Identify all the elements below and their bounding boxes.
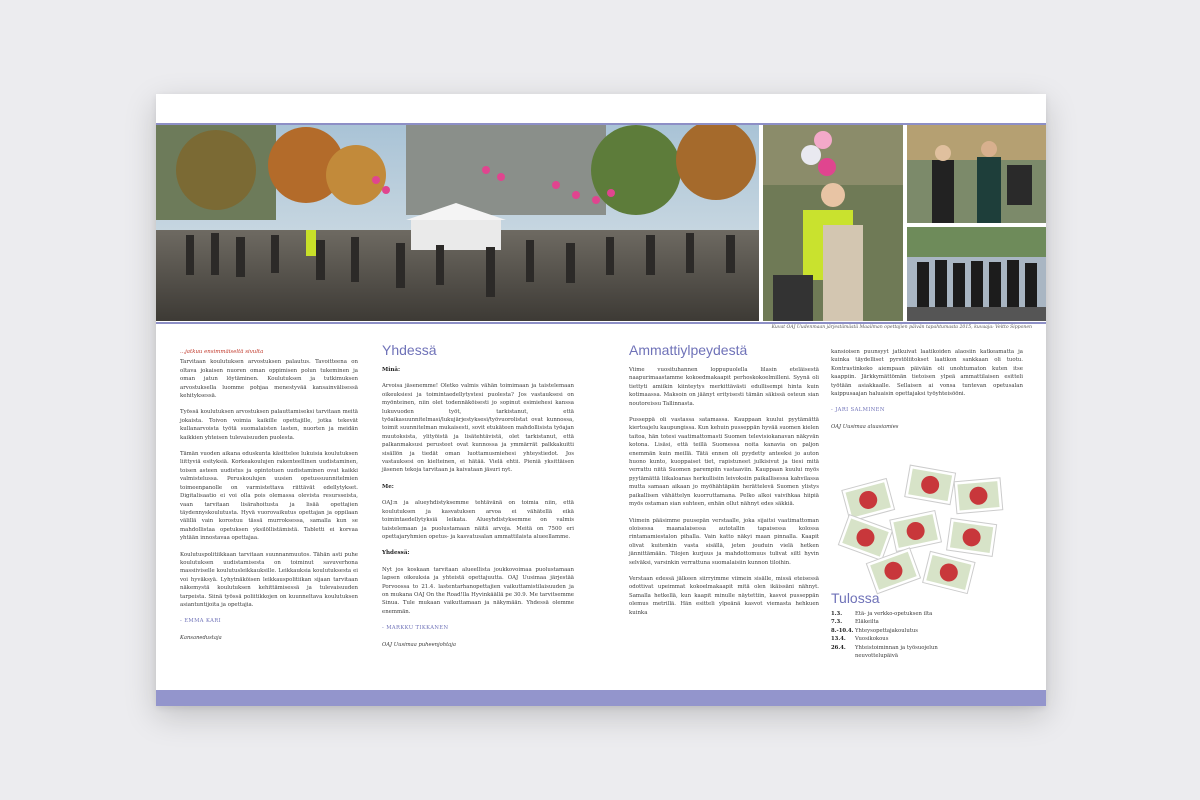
- column-right: [831, 348, 1023, 439]
- magazine-spread: [156, 94, 1046, 706]
- event-name: Vuosikokous: [855, 636, 889, 643]
- event-date: 7.3.: [831, 619, 843, 626]
- event-row: [831, 618, 971, 626]
- event-row: [831, 644, 971, 661]
- musicians-photo: [907, 125, 1046, 223]
- event-name: Yhteistoiminnan ja työsuojelun neuvottelupäivä: [855, 644, 938, 660]
- paragraph: Tarvitaan koulutuksen arvostuksen palautus. Tavoitteena on oltava jokaisen nuoren oman oppimisen polun tukeminen ja oman jatun löytäminen. Koulutuksen ja tutkimuksen arvostuksella luomme pohjaa menestyvää kansainvälisessä kehityksessä.: [180, 359, 358, 400]
- author-signature: - JARI SALMINEN: [831, 407, 885, 414]
- column-editorial: [180, 348, 358, 650]
- event-name: Yhteysopettajakoulutus: [855, 627, 918, 634]
- bottom-purple-rule: [156, 322, 1046, 324]
- event-row: [831, 635, 971, 643]
- column-yhdessa: [382, 342, 574, 657]
- paragraph: Viimein pääsimme puusepän verstaalle, joka sijaitsi vaatimattoman oloisessa maanalaisessa autotallin tapaisessa kolossa rintamamiestalon pihalla. Vain katto näkyi maan pinnalla. Kaapit olivat kuitenkin vasta sisällä, jeten jouduin vielä hetken jännittämään. Tilojen kurjuus ja mahdottomuus tulivat siltl hyvin selväksi, varsinkin verrattuna suomalaisiin kunnon tiloihin.: [629, 517, 819, 566]
- author-role: Kansanedustaja: [180, 634, 222, 641]
- paragraph: Työssä koulutuksen arvostuksen palauttamiseksi tarvitaan meitä jokaista. Toivon voimia kaikille opettajille, jotka tekevät kullanarvoista työtä suomalaisten lasten, nuorten ja meidän kaikkien yhteisen tulevaisuuden puolesta.: [180, 409, 358, 441]
- events-table: [831, 610, 971, 660]
- paragraph: Pusseppä oli vastassa satamassa. Kauppaan kuului pyytämättä kiertoajelu kaupungissa. Kun kehuin pusseppän hyvää suomen kielen taitoa, hän totesi vaatimattomasti Suomen televisiokanavan näkyvän kotona. Lisäsi, että teillä Suomessa noita kanavia on paljon enemmän kuin meillä. Tätä ennen oli pyydetty anteeksi jo auton huono kunto, kuoppaiset tiet, rapistuneet julkisivut ja tiesi mitä verrattu niitä Suomen parempiin vastaaviin. Kauppaan kuului myös pyytämättä liikaloanas herkullisiin leivoksiin paikallisessa kahvilassa mutta samaan aikaan jo myöhähtäpäin herättelevä Suomen ylistys paikallisen vähättelyn kuorruttamana. Pelko alkoi vaivihkaa hiipiä myös ostaman sian suhteen, enhän ollut nähnyt edes säkkiä.: [629, 417, 819, 508]
- photo-strip: [156, 125, 1046, 321]
- tulossa-section: [831, 590, 1031, 660]
- footer-bar: [156, 690, 1046, 706]
- tulossa-title: Tulossa: [831, 590, 880, 606]
- event-panorama-photo: [156, 125, 759, 321]
- choir-photo: [907, 227, 1046, 321]
- paragraph: kansioisen puunsyyt jatkuivat laatikoiden alaosiin katkeamatta ja kuinka täydelliset pyrstöliitokset laatikon sankkaan oli tuotu. Kontrastinkeko aiempaan päivään oli unohtumaton kuten itse kaappiin. Järkkymättömän tietoisen ylpeä ammattilaisen esitteli työtään asiakkaalle. Sellaisen ai vonsa tuntevan opetusalan kaippusaajan haluaisin opettajaksi työyhteisööni.: [831, 349, 1023, 398]
- section-heading: Me:: [382, 483, 394, 490]
- apple-stamps-illustration: [836, 462, 1016, 602]
- paragraph: Verstaan edessä jälkeen siirryimme viimein sisälle, missä eteisessä odottivat upeimmat kokoelmakaapit mitä olen ikäissäni nähnyt. Samalla hetkellä, kun kaapit minulle näytettiin, kasvoi pusseppän olemus metrillä. Hän esitteli ylpeänä kasvot viemasta hehkuen kuinka: [629, 575, 819, 616]
- event-date: 26.4.: [831, 644, 846, 651]
- stamp-pile: [838, 465, 1002, 594]
- author-role: OAJ Uusimaa aluasiamies: [831, 423, 899, 430]
- paragraph: Koulutuspolitiikkaan tarvitaan suunnanmuutos. Tähän asti puhe koulutuksen uudistamisesta on toiminut savuverhona massiiviselle koulutusleikkauksille. Leikkauksia koulutuksesta ei voi hyväksyä. Lyhytnäköisen leikkauspolitiikan sijaan tarvitaan näkemystä koulutuksen kehittämisessä ja tulevaisuuden tarpeista. Siinä työssä poliitikkojen on kuunneltava koulutuksen asiantuntijoita ja opettajia.: [180, 551, 358, 608]
- event-name: Etä- ja verkko-opetuksen iltа: [855, 611, 933, 617]
- article-title-yhdessa: Yhdessä: [382, 342, 437, 358]
- event-row: [831, 627, 971, 635]
- article-title-ammatti: Ammattiylpeydestä: [629, 342, 748, 358]
- paragraph: Viime vuosituhannen loppupuolella lilasin eteläisestä naapurimaastamme kokoedmakaapit perhoskokoelmilleni. Syynä oli tiettyti amiikin kiinteytys merkittävästi edullisempi hinta kuin kotimaassa. Maksoin on jäänyt erityisesti tämän säkissä osteun sian noutoreissu Tallinnasta.: [629, 367, 819, 407]
- speaker-photo: [763, 125, 903, 321]
- continued-note: ...jatkuu ensimmäiseltä sivulta: [180, 349, 264, 355]
- paragraph: OAJ:n ja alueyhdistyksemme tehtävänä on toimia niin, että koulutuksen ja kasvatuksen arvoa ei vähätellä eikä toimintaedellytyksiä leikata. Alueyhdistyksemme on valmis taistelemaan ja puolustamaan näitä arvoja. Meitä on 7500 eri opettajaryhmien opetus- ja kasvatusalan ammattilaista alueellamme.: [382, 500, 574, 540]
- event-name: Eläkeilta: [855, 619, 879, 626]
- section-heading: Minä:: [382, 367, 401, 373]
- paragraph: Nyt jos koskaan tarvitaan alueellista joukkovoimaa puolustamaan lapsen oikeuksia ja yhteistä opettajuutta. OAJ Uusimaa järjestää Porvoossa to 21.4. lastentarhanopettajien vaikuttamistilaisuuden ja on mukana OAJ On the Road!lla Hyvinkäällä pe 30.9. Me tarvitsemme Sinua. Tule mukaan vaikuttamaan ja näkymään. Yhdessä olemme enemmän.: [382, 566, 574, 615]
- event-date: 8.-10.4.: [831, 627, 854, 634]
- event-row: [831, 610, 971, 618]
- event-date: 13.4.: [831, 636, 846, 643]
- paragraph: Tämän vuoden aikana eduskunta käsittelee lukuisia koulutuksen liittyviä esityksiä. Korkeakoulujen rakenteellinen uudistaminen, toisen asteen uudistus ja opintotuen uudistaminen ovat kaikki valmistelussa. Peruskoulujen uusien opetussuunnitelmien toimeenpanolle on varmistettava riittävät edellytykset. Digitalisaatio ei voi olla pois olemassa olevista resursseista, vaan tarvitaan lisärahoitusta ja lisää opettajien täydennyskoulutusta. Hyvä vuorovaikutus opettajan ja oppilaan välillä vain korostuu tässä murroksessa, samalla kun se mahdollistaa opetuksen yksilöllistämistä. Tabletti ei korvaa yhtään innostavaa opettajaa.: [180, 451, 358, 542]
- author-role: OAJ Uusimaa puheenjohtaja: [382, 641, 456, 648]
- paragraph: Arvoisa jäsenemme! Oletko valmis vähän toimimaan ja taistelemaan oikeuksiesi ja toimintaedellytystesi puolesta? Jos vastauksesi on myönteinen, niin olet todennäköisesti jo sopinut esimiehesi kanssa lukuvuoden työt, tarkistanut, että työaikasuunnitelmasi/lukujärjestyksesi/työvuorolistat ovat kunnossa, toimit suunnitelman mukaisesti, sovit etukäteen mahdollisista työajan muutoksista, ylityöistä ja lisätehtävistä, olet tarkistanut, että palkanmaksusi perusteet ovat kunnossa ja ymmärrät palkkakuitti sisällön ja tiedät oman luottamusmiehesi yhteystiedot. Jos vastauksesi on kielteinen, ei hätää. Vielä ehtii. Pieniä yksittäisen jäsenen tekoja tarvitaan ja kaivataan jäsuri nyt.: [382, 383, 574, 474]
- column-ammattiylpeydesta: [629, 342, 819, 625]
- section-heading: Yhdessä:: [382, 550, 410, 557]
- photo-caption: Kuvat OAJ Uudenmaan järjestämästä Maailman opettajien päivän tapahtumasta 2015, kuvaaja: Veitto Sipponen: [771, 325, 1032, 330]
- author-signature: - EMMA KARI: [180, 618, 221, 625]
- event-date: 1.3.: [831, 611, 843, 617]
- author-signature: - MARKKU TIKKANEN: [382, 625, 449, 632]
